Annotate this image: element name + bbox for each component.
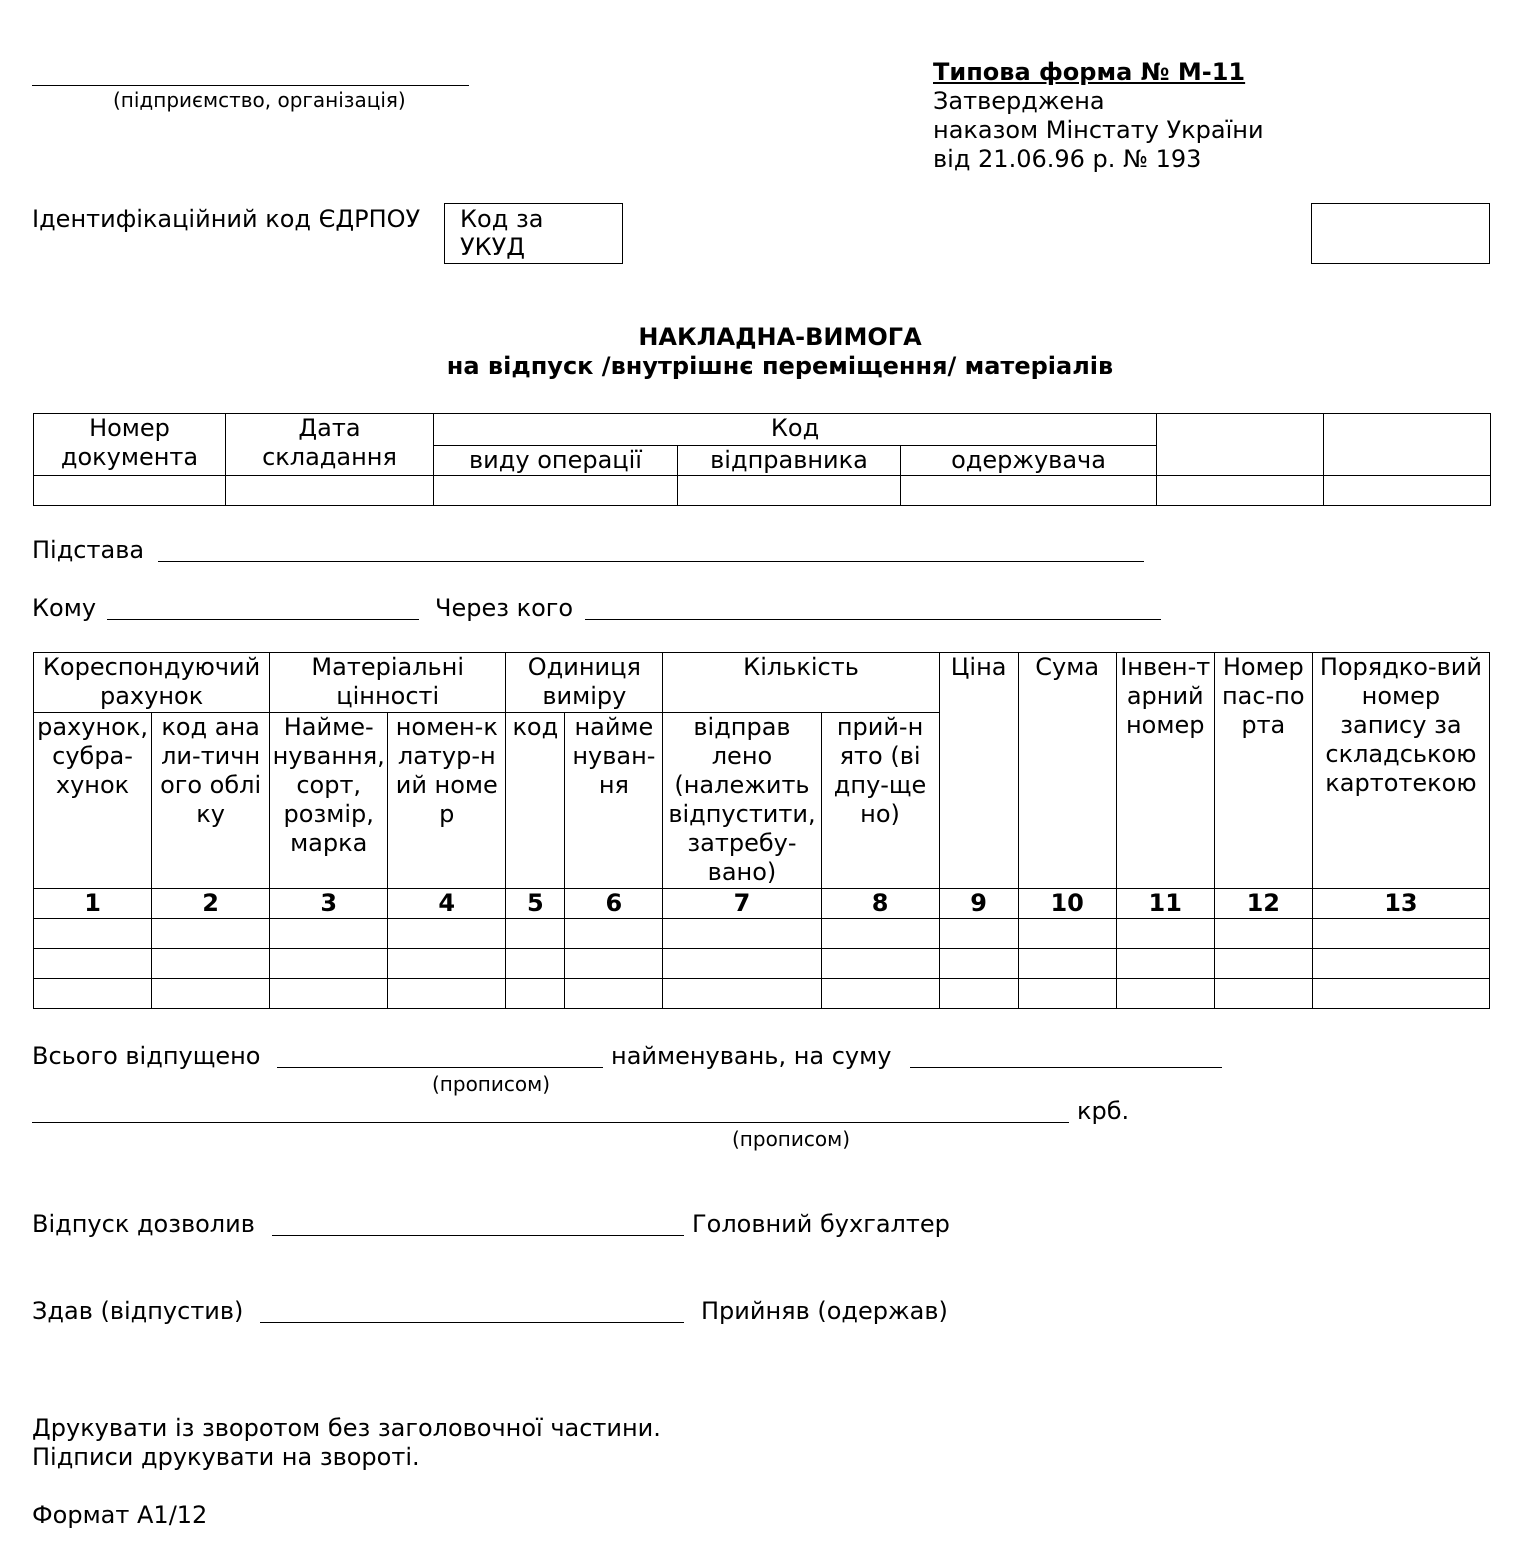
doc-number-label: Номер документа [60, 414, 199, 471]
inventory-label: Інвен-тарний номер [1120, 653, 1211, 739]
col-code [434, 414, 1157, 446]
col-nomenclature [388, 713, 506, 889]
name-sort-label: Найме-нування, сорт, розмір, марка [272, 713, 385, 857]
date-label: Дата складання [262, 414, 397, 471]
sent-label: відправ лено (належить відпустити, затребу-вано) [668, 713, 816, 886]
column-number: 1 [34, 889, 152, 919]
organization-caption: (підприємство, організація) [113, 88, 406, 112]
currency-label: крб. [1077, 1097, 1130, 1125]
form-approved-line3: від 21.06.96 р. № 193 [933, 145, 1202, 173]
accepted-label: прий-нято (відпу-щено) [833, 713, 927, 828]
col-empty-1 [1157, 414, 1324, 476]
col-accepted [821, 713, 939, 889]
col-sum [1018, 653, 1116, 889]
column-number: 6 [565, 889, 663, 919]
col-analytic [152, 713, 270, 889]
ukud-label-line2: УКУД [460, 233, 526, 261]
basis-label: Підстава [32, 536, 145, 564]
table-row[interactable] [34, 949, 1490, 979]
serial-label: Порядко-вий номер запису за складською картотекою [1319, 653, 1482, 797]
col-name-sort [270, 713, 388, 889]
col-receiver [901, 445, 1157, 476]
column-number: 8 [821, 889, 939, 919]
ukud-label-line1: Код за [460, 205, 544, 233]
document-subtitle: на відпуск /внутрішнє переміщення/ матеріалів [446, 352, 1114, 380]
total-sum-field[interactable] [910, 1067, 1222, 1068]
col-passport [1214, 653, 1312, 889]
materials-table [33, 652, 1490, 1009]
to-whom-field[interactable] [107, 619, 419, 620]
edrpou-label: Ідентифікаційний код ЄДРПОУ [32, 205, 421, 233]
chief-accountant-label: Головний бухгалтер [692, 1210, 950, 1238]
column-number: 12 [1214, 889, 1312, 919]
to-whom-label: Кому [32, 594, 97, 622]
table-row[interactable] [34, 476, 1491, 506]
nomenclature-label: номен-клатур-ний номер [395, 713, 498, 828]
col-unit [506, 653, 663, 713]
handed-field[interactable] [260, 1322, 684, 1323]
column-number: 10 [1018, 889, 1116, 919]
unit-code-label: код [512, 713, 559, 741]
receiver-label: одержувача [951, 445, 1106, 474]
col-inventory [1116, 653, 1214, 889]
analytic-label: код анали-тичного обліку [160, 713, 262, 828]
table-row[interactable] [34, 919, 1490, 949]
column-number: 7 [663, 889, 821, 919]
document-header-table [33, 413, 1491, 506]
release-allowed-label: Відпуск дозволив [32, 1210, 255, 1238]
column-number: 11 [1116, 889, 1214, 919]
col-corr-account [34, 653, 270, 713]
op-type-label: виду операції [469, 445, 642, 474]
column-number: 2 [152, 889, 270, 919]
col-date [226, 414, 434, 476]
col-empty-2 [1324, 414, 1491, 476]
via-whom-label: Через кого [435, 594, 574, 622]
col-sender [678, 445, 901, 476]
unit-name-label: найме нуван-ня [572, 713, 656, 799]
col-sent [663, 713, 821, 889]
price-label: Ціна [950, 653, 1007, 681]
quantity-label: Кількість [743, 653, 859, 681]
column-number: 5 [506, 889, 565, 919]
col-serial [1312, 653, 1489, 889]
note-line-1: Друкувати із зворотом без заголовочної частини. [32, 1414, 661, 1442]
via-whom-field[interactable] [585, 619, 1161, 620]
received-label: Прийняв (одержав) [701, 1297, 948, 1325]
form-approved-line1: Затверджена [933, 87, 1105, 115]
unit-label: Одиниця виміру [527, 653, 641, 710]
release-allowed-field[interactable] [272, 1235, 684, 1236]
col-materials [270, 653, 506, 713]
in-words-caption-2: (прописом) [732, 1127, 851, 1151]
column-numbers-row [34, 889, 1490, 919]
col-doc-number [34, 414, 226, 476]
code-label: Код [770, 414, 820, 442]
col-unit-name [565, 713, 663, 889]
column-number: 13 [1312, 889, 1489, 919]
col-price [939, 653, 1018, 889]
total-released-label: Всього відпущено [32, 1042, 261, 1070]
ukud-code-box[interactable] [444, 203, 623, 264]
column-number: 9 [939, 889, 1018, 919]
handed-label: Здав (відпустив) [32, 1297, 244, 1325]
column-number: 3 [270, 889, 388, 919]
passport-label: Номер пас-порта [1221, 653, 1305, 739]
basis-field[interactable] [158, 561, 1144, 562]
col-account [34, 713, 152, 889]
organization-line[interactable] [32, 85, 469, 86]
col-op-type [434, 445, 678, 476]
col-unit-code [506, 713, 565, 889]
form-approved-line2: наказом Мінстату України [933, 116, 1264, 144]
total-items-field[interactable] [277, 1067, 603, 1068]
document-title: НАКЛАДНА-ВИМОГА [638, 323, 922, 351]
sum-label: Сума [1035, 653, 1100, 681]
materials-label: Матеріальні цінності [311, 653, 465, 710]
in-words-caption-1: (прописом) [432, 1072, 551, 1096]
form-number-title: Типова форма № М-11 [933, 58, 1246, 86]
account-label: рахунок, субра-хунок [37, 713, 148, 799]
col-quantity [663, 653, 939, 713]
items-sum-label: найменувань, на суму [611, 1042, 892, 1070]
sender-label: відправника [710, 445, 868, 474]
note-line-2: Підписи друкувати на звороті. [32, 1443, 420, 1471]
corr-account-label: Кореспондуючий рахунок [42, 653, 261, 710]
sum-in-words-field[interactable] [32, 1122, 1069, 1123]
ukud-value-box[interactable] [1311, 203, 1490, 264]
column-number: 4 [388, 889, 506, 919]
table-row[interactable] [34, 979, 1490, 1009]
format-note: Формат А1/12 [32, 1501, 208, 1529]
